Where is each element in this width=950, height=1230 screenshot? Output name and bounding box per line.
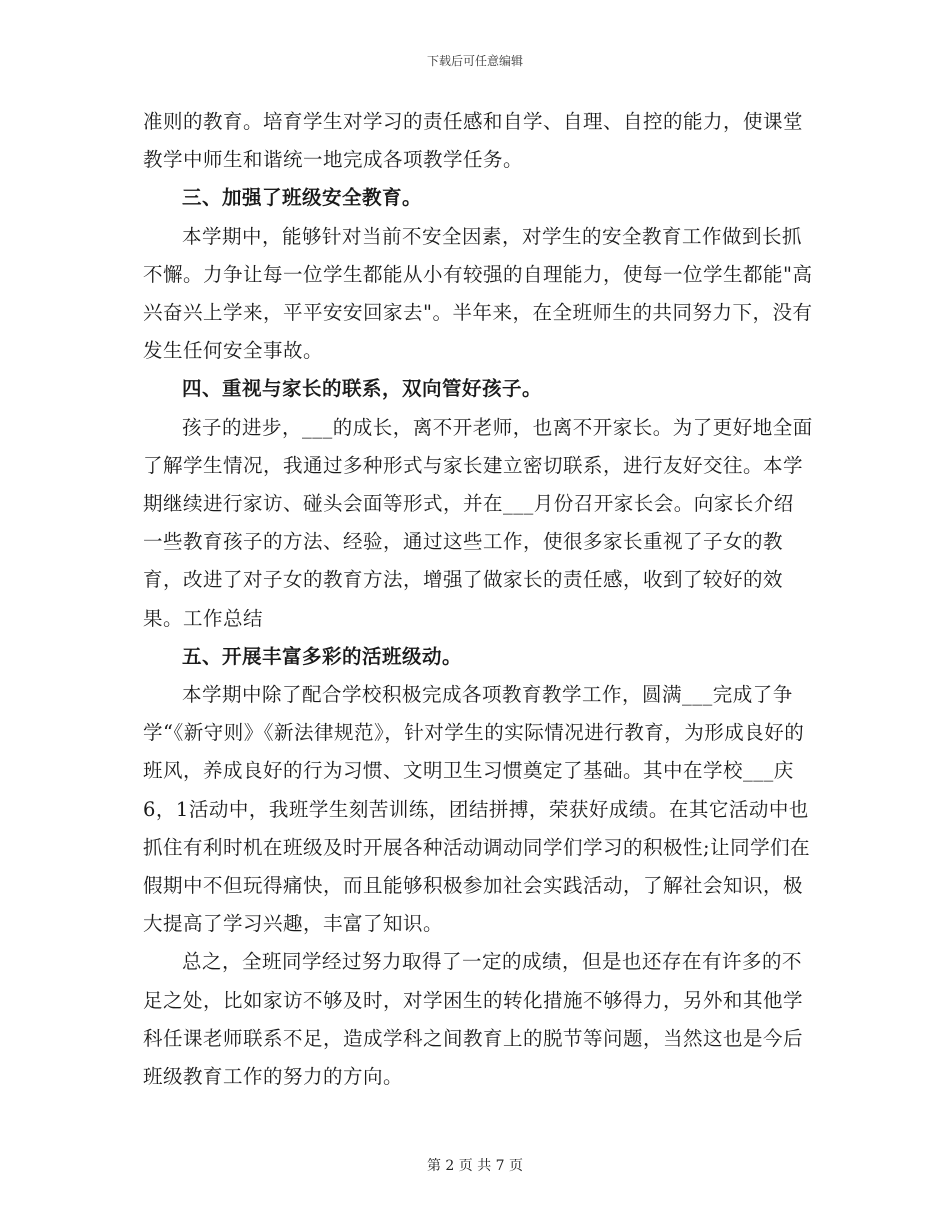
document-body [143, 103, 813, 1096]
page-header: 下载后可任意编辑 [426, 54, 523, 68]
section-heading-5: 五、开展丰富多彩的活班级动。 [182, 644, 463, 668]
section-heading-4: 四、重视与家长的联系，双向管好孩子。 [182, 377, 543, 401]
paragraph-continued: 准则的教育。培育学生对学习的责任感和自学、自理、自控的能力，使课堂教学中师生和谐统一地完成各项教学任务。 [143, 110, 804, 172]
section-heading-3: 三、加强了班级安全教育。 [182, 186, 423, 210]
paragraph-summary: 总之，全班同学经过努力取得了一定的成绩，但是也还存在有许多的不足之处，比如家访不够及时，对学困生的转化措施不够得力，另外和其他学科任课老师联系不足，造成学科之间教育上的脱节等问题，当然这也是今后班级教育工作的努力的方向。 [143, 950, 804, 1089]
paragraph-parents: 孩子的进步，___的成长，离不开老师，也离不开家长。为了更好地全面了解学生情况，我通过多种形式与家长建立密切联系，进行友好交往。本学期继续进行家访、碰头会面等形式，并在___月份召开家长会。向家长介绍一些教育孩子的方法、经验，通过这些工作，使很多家长重视了子女的教育，改进了对子女的教育方法，增强了做家长的责任感，收到了较好的效果。工作总结 [143, 415, 813, 630]
paragraph-safety: 本学期中，能够针对当前不安全因素，对学生的安全教育工作做到长抓不懈。力争让每一位学生都能从小有较强的自理能力，使每一位学生都能"高兴奋兴上学来，平平安安回家去"。半年来，在全班师生的共同努力下，没有发生任何安全事故。 [143, 224, 813, 363]
paragraph-activities: 本学期中除了配合学校积极完成各项教育教学工作，圆满___完成了争学“《新守则》《新法律规范》，针对学生的实际情况进行教育，为形成良好的班风，养成良好的行为习惯、文明卫生习惯奠定了基础。其中在学校___庆6，1活动中，我班学生刻苦训练，团结拼搏，荣获好成绩。在其它活动中也抓住有利时机在班级及时开展各种活动调动同学们学习的积极性;让同学们在假期中不但玩得痛快，而且能够积极参加社会实践活动，了解社会知识，极大提高了学习兴趣，丰富了知识。 [143, 683, 811, 936]
page-number: 第 2 页 共 7 页 [426, 1158, 524, 1174]
